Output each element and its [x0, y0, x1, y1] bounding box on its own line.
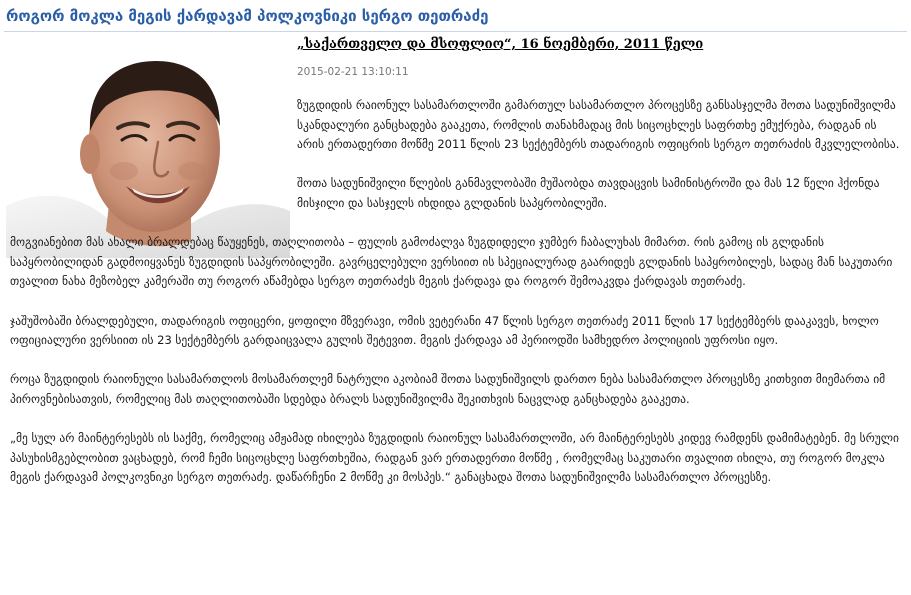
article-date: 2015-02-21 13:10:11 [297, 66, 409, 78]
article-paragraph: ზუგდიდის რაიონულ სასამართლოში გამართულ სასამართლო პროცესზე განსასჯელმა შოთა სადუნიშვილმა სკანდალური განცხადება გააკეთა, რომლის თანახმადაც მის სიცოცხლეს საფრთხე ემუქრება, რადგან ის არის ერთადერთი მოწმე 2011 წლის 23 სექტემბერს თადარიგის ოფიცრის სერგო თეთრაძის მკვლელობისა. [297, 98, 900, 152]
article-paragraph: ჯაშუშობაში ბრალდებული, თადარიგის ოფიცერი, ყოფილი მზვერავი, ომის ვეტერანი 47 წლის სერგო თეთრაძე 2011 წლის 17 სექტემბერს დააკავეს, ხოლო ოფიციალური ვერსიით ის 23 სექტემბერს გარდაიცვალა გულის შეტევით. მეგის ქარდავა ამ პერიოდში სამხედრო პოლიციის უფროსი იყო. [10, 313, 879, 348]
article-paragraph: შოთა სადუნიშვილი წლების განმავლობაში მუშაობდა თავდაცვის სამინისტროში და მას 12 წელი ჰქონდა მისჯილი და სასჯელს იხდიდა გლდანის საპყრობილეში. [297, 176, 880, 210]
article-body [10, 96, 905, 507]
title-divider [4, 31, 907, 32]
article-paragraph: მოგვიანებით მას ახალი ბრალდებაც წაუყენეს, თაღლითობა – ფულის გამოძალვა ზუგდიდელი ჯუმბერ ჩაბალუხას მიმართ. რის გამოც ის გლდანის საპყრობილიდან გადმოიყვანეს ზუგდიდის საპყრობილეში. გავრცელებული ვერსიით ის სპეციალურად გაარიდეს გლდანის საპყრობილეს, სადაც მან საკუთარი თვალით ნახა მეზობელ კამერაში თუ როგორ აწამებდა სერგო თეთრაძეს მეგის ქარდავა და როგორ შემოაკვდა ქარდავას თეთრაძე. [10, 235, 893, 289]
article-paragraph: როცა ზუგდიდის რაიონული სასამართლოს მოსამართლემ ნატრული აკობიამ შოთა სადუნიშვილს დართო ნება სასამართლო პროცესზე კითხვით მიემართა იმ პიროვნებისათვის, რომელიც მას თაღლითობაში სდებდა ბრალს სადუნიშვილმა შეკითხვის ნაცვლად განცხადება გააკეთა. [10, 372, 886, 406]
article-title: როგორ მოკლა მეგის ქარდავამ პოლკოვნიკი სერგო თეთრაძე [6, 7, 489, 25]
article-paragraph: „მე სულ არ მაინტერესებს ის საქმე, რომელიც ამჟამად იხილება ზუგდიდის რაიონულ სასამართლოში, არ მაინტერესებს კიდევ რამდენს დამიმატებენ. მე სრული პასუხისმგებლობით ვაცხადებ, რომ ჩემი სიცოცხლე საფრთხეშია, რადგან ვარ ერთადერთი მოწმე , რომელმაც საკუთარი თვალით იხილა, თუ როგორ მოკლა მეგის ქარდავამ პოლკოვნიკი სერგო თეთრაძე. დაწარჩენი 2 მოწმე კი მოსპეს.“ განაცხადა შოთა სადუნიშვილმა სასამართლო პროცესზე. [10, 431, 899, 485]
article-source: „საქართველო და მსოფლიო“, 16 ნოემბერი, 2011 წელი [297, 37, 704, 52]
